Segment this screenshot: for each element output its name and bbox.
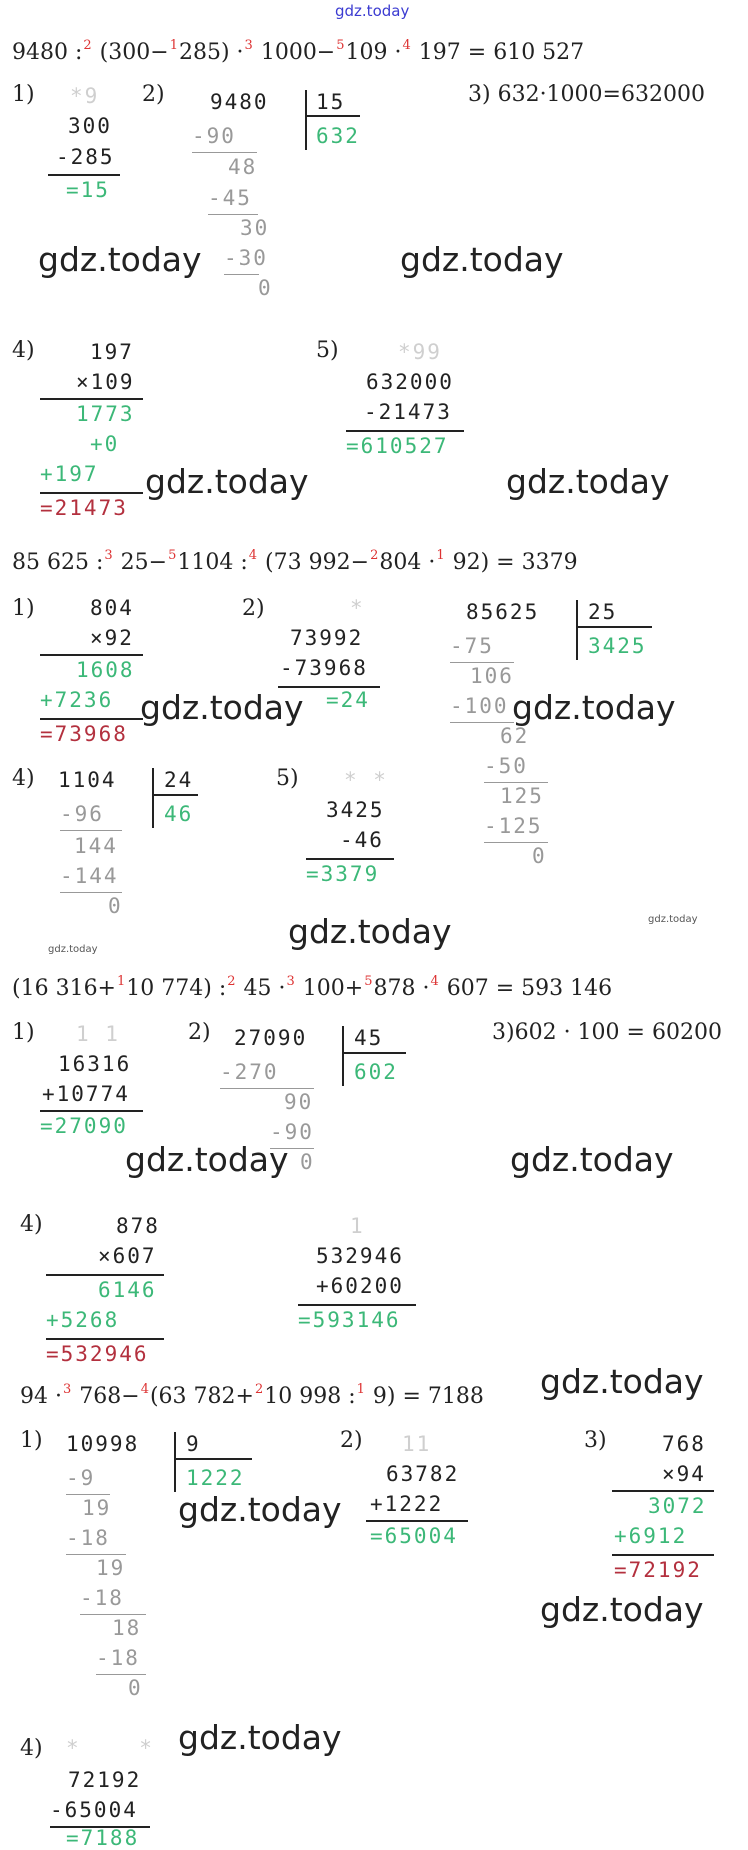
watermark: gdz.today (540, 1590, 704, 1629)
difference: =15 (66, 178, 110, 202)
addend: +1222 (370, 1492, 444, 1516)
division-line (66, 1554, 126, 1555)
expression-1 (12, 38, 584, 65)
expression-text: (300− (92, 40, 169, 65)
expression-text: (16 316+ (12, 976, 116, 1001)
division-step: 19 (96, 1556, 126, 1580)
partial-product: 1773 (76, 402, 135, 426)
division-line (208, 214, 258, 215)
order-mark: 5 (336, 38, 345, 53)
divisor: 15 (316, 90, 346, 114)
product-line (40, 718, 143, 720)
expression-text: (63 782+ (149, 1384, 254, 1409)
step-number-2: 2) (340, 1428, 363, 1453)
multiplier: ×109 (76, 370, 135, 394)
watermark: gdz.today (145, 462, 309, 501)
sum-line (298, 1304, 416, 1306)
order-mark: 1 (356, 1382, 365, 1397)
expression-text: 10 774) : (126, 976, 227, 1001)
division-line (484, 782, 548, 783)
order-mark: 3 (244, 38, 253, 53)
minuend: 72192 (68, 1768, 142, 1792)
order-mark: 5 (364, 974, 373, 989)
division-line (60, 892, 122, 893)
expression-text: 25− (113, 550, 168, 575)
borrow-marks: * * (66, 1736, 154, 1760)
step-number-4: 4) (12, 766, 35, 791)
expression-4 (20, 1382, 484, 1409)
product: =72192 (614, 1558, 702, 1582)
sum: =65004 (370, 1524, 458, 1548)
division-line (484, 842, 548, 843)
quotient: 632 (316, 124, 360, 148)
expression-text: 804 · (379, 550, 436, 575)
carry-marks: 11 (402, 1432, 432, 1456)
order-mark: 2 (254, 1382, 264, 1397)
division-step: -96 (60, 802, 104, 826)
result-line (346, 430, 464, 432)
watermark: gdz.today (506, 462, 670, 501)
division-step: -144 (60, 864, 119, 888)
divisor-line (342, 1052, 406, 1054)
subtrahend: -285 (56, 145, 115, 169)
expression-text: 45 · (236, 976, 286, 1001)
division-step: 90 (284, 1090, 314, 1114)
division-line (80, 1614, 146, 1615)
order-mark: 2 (83, 38, 92, 53)
partial-product: 6146 (98, 1278, 157, 1302)
expression-3 (12, 974, 612, 1001)
division-bar (152, 768, 154, 828)
multiplier: ×607 (98, 1244, 157, 1268)
partial-product: +5268 (46, 1308, 120, 1332)
addend: +60200 (316, 1274, 404, 1298)
division-step: 0 (300, 1150, 315, 1174)
division-bar (305, 90, 307, 150)
multiplicand: 804 (90, 596, 134, 620)
order-mark: 4 (430, 974, 439, 989)
quotient: 1222 (186, 1466, 245, 1490)
order-mark: 5 (168, 548, 177, 563)
division-line (450, 722, 514, 723)
divisor-line (152, 794, 198, 796)
division-step: -75 (450, 634, 494, 658)
order-mark: 1 (169, 38, 178, 53)
quotient: 46 (164, 802, 194, 826)
product-line (46, 1338, 164, 1340)
expression-text: 109 · (345, 40, 402, 65)
division-step: 144 (74, 834, 118, 858)
minuend: 300 (68, 114, 112, 138)
sum: =27090 (40, 1114, 128, 1138)
minuend: 3425 (326, 798, 385, 822)
step-number-3: 3)602 · 100 = 60200 (492, 1020, 722, 1045)
order-mark: 2 (370, 548, 379, 563)
expression-text: 85 625 : (12, 550, 104, 575)
division-step: 0 (128, 1676, 143, 1700)
product-line (46, 1274, 164, 1276)
division-bar (576, 600, 578, 660)
partial-product: +197 (40, 462, 99, 486)
minuend: 632000 (366, 370, 454, 394)
multiplier: ×94 (662, 1462, 706, 1486)
division-line (60, 830, 122, 831)
multiplier: ×92 (90, 626, 134, 650)
divisor-line (174, 1458, 252, 1460)
subtrahend: -46 (340, 828, 384, 852)
step-number-1: 1) (12, 596, 35, 621)
step-number-2: 2) (142, 82, 165, 107)
expression-text: (73 992− (258, 550, 370, 575)
order-mark: 4 (402, 38, 411, 53)
division-step: -100 (450, 694, 509, 718)
division-step: -90 (270, 1120, 314, 1144)
borrow-marks: *99 (398, 340, 442, 364)
dividend: 27090 (234, 1026, 308, 1050)
divisor: 45 (354, 1026, 384, 1050)
divisor: 9 (186, 1432, 201, 1456)
step-number-2: 2) (188, 1020, 211, 1045)
multiplicand: 768 (662, 1432, 706, 1456)
step-number-4: 4) (12, 338, 35, 363)
subtrahend: -65004 (50, 1798, 138, 1822)
division-step: 0 (108, 894, 123, 918)
carry-marks: 1 (350, 1214, 365, 1238)
result-line (48, 174, 120, 176)
division-step: -270 (220, 1060, 279, 1084)
division-step: 0 (258, 276, 273, 300)
step-number-2: 2) (242, 596, 265, 621)
expression-text: 607 = 593 146 (439, 976, 613, 1001)
watermark: gdz.today (510, 1140, 674, 1179)
division-step: -9 (66, 1466, 96, 1490)
product: =73968 (40, 722, 128, 746)
division-step: 18 (112, 1616, 142, 1640)
quotient: 602 (354, 1060, 398, 1084)
expression-text: 768− (72, 1384, 140, 1409)
multiplicand: 197 (90, 340, 134, 364)
product-line (612, 1554, 714, 1556)
division-step: -30 (224, 246, 268, 270)
step-number-1: 1) (12, 1020, 35, 1045)
division-line (220, 1088, 314, 1089)
division-step: -45 (208, 186, 252, 210)
division-step: 19 (82, 1496, 112, 1520)
division-step: -18 (96, 1646, 140, 1670)
partial-product: +0 (90, 432, 120, 456)
borrow-marks: * (350, 596, 365, 620)
division-step: -18 (66, 1526, 110, 1550)
divisor: 24 (164, 768, 194, 792)
difference: =7188 (66, 1826, 140, 1850)
expression-text: 1000− (253, 40, 336, 65)
division-step: 62 (500, 724, 530, 748)
addend: 532946 (316, 1244, 404, 1268)
watermark: gdz.today (178, 1490, 342, 1529)
product-line (40, 654, 143, 656)
step-number-3: 3) 632·1000=632000 (468, 82, 705, 107)
dividend: 10998 (66, 1432, 140, 1456)
watermark: gdz.today (38, 240, 202, 279)
step-number-1: 1) (20, 1428, 43, 1453)
addend: 16316 (58, 1052, 132, 1076)
step-number-1: 1) (12, 82, 35, 107)
dividend: 9480 (210, 90, 269, 114)
partial-product: 3072 (648, 1494, 707, 1518)
watermark: gdz.today (540, 1362, 704, 1401)
division-step: 30 (240, 216, 270, 240)
dividend: 85625 (466, 600, 540, 624)
step-number-4: 4) (20, 1212, 43, 1237)
difference: =610527 (346, 434, 449, 458)
step-number-5: 5) (316, 338, 339, 363)
expression-text: 94 · (20, 1384, 62, 1409)
expression-text: 92) = 3379 (445, 550, 578, 575)
division-line (224, 274, 259, 275)
division-step: 0 (532, 844, 547, 868)
order-mark: 2 (227, 974, 236, 989)
watermark: gdz.today (400, 240, 564, 279)
division-step: 48 (228, 155, 258, 179)
sum-line (366, 1520, 468, 1522)
watermark-small: gdz.today (48, 944, 98, 955)
watermark: gdz.today (512, 688, 676, 727)
partial-product: +7236 (40, 688, 114, 712)
product: =532946 (46, 1342, 149, 1366)
expression-text: 878 · (373, 976, 430, 1001)
division-step: 125 (500, 784, 544, 808)
sum: =593146 (298, 1308, 401, 1332)
division-step: -90 (192, 124, 236, 148)
top-watermark: gdz.today (335, 2, 410, 20)
carry-marks: 1 1 (76, 1022, 120, 1046)
step-number-3: 3) (584, 1428, 607, 1453)
division-line (450, 662, 514, 663)
borrow-marks: * * (344, 768, 388, 792)
result-line (306, 858, 394, 860)
expression-text: 285) · (178, 40, 244, 65)
difference: =3379 (306, 862, 380, 886)
subtrahend: -73968 (280, 656, 368, 680)
watermark: gdz.today (140, 688, 304, 727)
expression-text: 100+ (295, 976, 364, 1001)
expression-text: 1104 : (177, 550, 248, 575)
difference: =24 (326, 688, 370, 712)
order-mark: 1 (117, 974, 126, 989)
division-step: -18 (80, 1586, 124, 1610)
product-line (612, 1490, 714, 1492)
order-mark: 3 (104, 548, 113, 563)
dividend: 1104 (58, 768, 117, 792)
division-step: -125 (484, 814, 543, 838)
expression-2 (12, 548, 578, 575)
addend: +10774 (42, 1082, 130, 1106)
division-step: -50 (484, 754, 528, 778)
order-mark: 1 (436, 548, 445, 563)
division-bar (342, 1026, 344, 1086)
order-mark: 4 (248, 548, 258, 563)
step-number-5: 5) (276, 766, 299, 791)
borrow-marks: *9 (70, 84, 100, 108)
watermark-small: gdz.today (648, 914, 698, 925)
expression-text: 9) = 7188 (365, 1384, 484, 1409)
division-step: 106 (470, 664, 514, 688)
product-line (40, 398, 143, 400)
expression-text: 10 998 : (264, 1384, 356, 1409)
watermark: gdz.today (288, 912, 452, 951)
division-line (96, 1674, 146, 1675)
product: =21473 (40, 496, 128, 520)
divisor: 25 (588, 600, 618, 624)
step-number-4: 4) (20, 1736, 43, 1761)
division-bar (174, 1432, 176, 1492)
order-mark: 3 (286, 974, 295, 989)
sum-line (40, 1110, 143, 1112)
subtrahend: -21473 (364, 400, 452, 424)
multiplicand: 878 (116, 1214, 160, 1238)
product-line (40, 492, 143, 494)
division-line (192, 152, 257, 153)
minuend: 73992 (290, 626, 364, 650)
partial-product: +6912 (614, 1524, 688, 1548)
expression-text: 197 = 610 527 (411, 40, 585, 65)
quotient: 3425 (588, 634, 647, 658)
division-line (66, 1494, 110, 1495)
partial-product: 1608 (76, 658, 135, 682)
divisor-line (576, 626, 652, 628)
addend: 63782 (386, 1462, 460, 1486)
expression-text: 9480 : (12, 40, 83, 65)
order-mark: 3 (62, 1382, 72, 1397)
watermark: gdz.today (125, 1140, 289, 1179)
order-mark: 4 (140, 1382, 149, 1397)
watermark: gdz.today (178, 1718, 342, 1757)
divisor-line (305, 115, 360, 117)
